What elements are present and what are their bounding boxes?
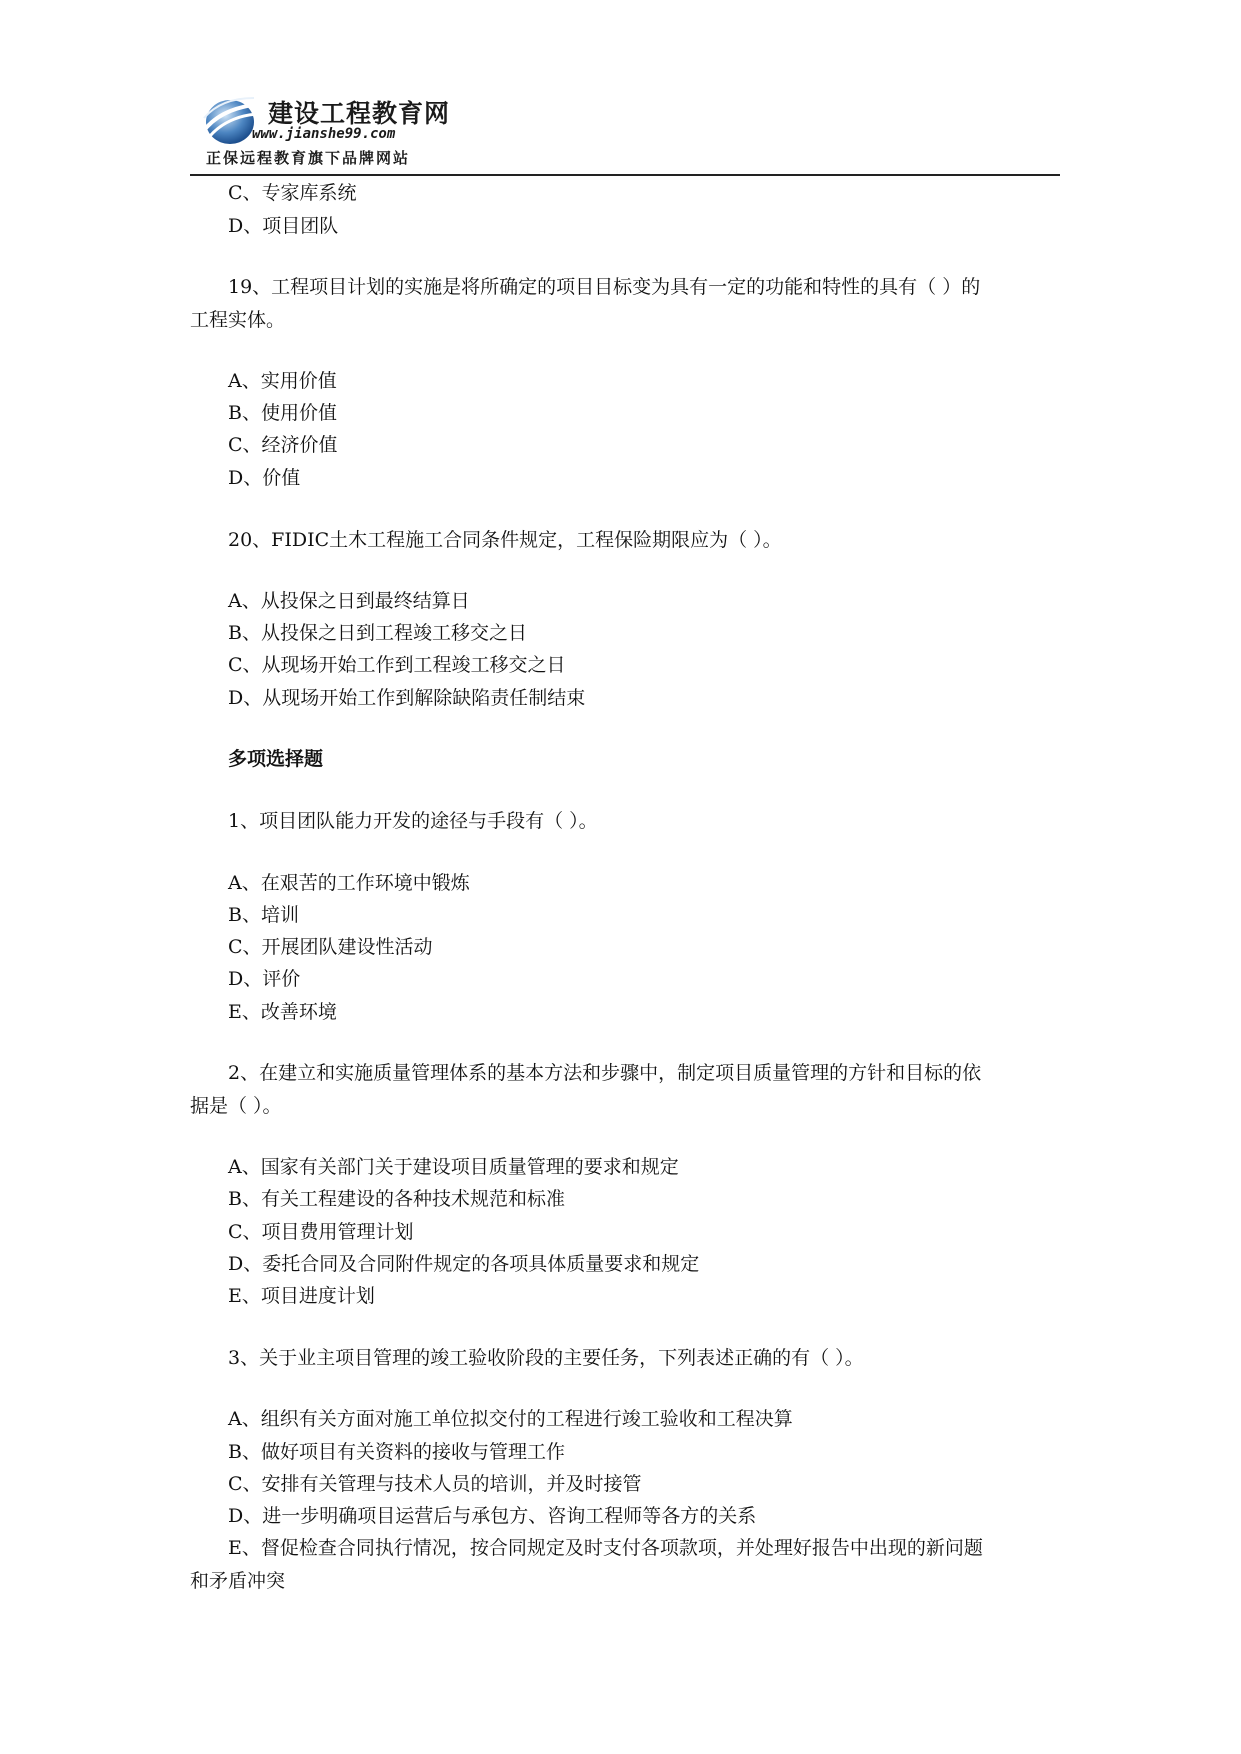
option-e-m1: E、改善环境 bbox=[228, 1001, 337, 1023]
option-d-q19: D、价值 bbox=[228, 467, 301, 489]
option-b-m2: B、有关工程建设的各种技术规范和标准 bbox=[228, 1188, 565, 1210]
logo-url: www.jianshe99.com bbox=[252, 126, 396, 142]
option-c-q20: C、从现场开始工作到工程竣工移交之日 bbox=[228, 654, 566, 676]
site-logo bbox=[202, 88, 642, 176]
option-c-m1: C、开展团队建设性活动 bbox=[228, 936, 433, 958]
option-c-q19: C、经济价值 bbox=[228, 434, 338, 456]
option-b-m3: B、做好项目有关资料的接收与管理工作 bbox=[228, 1441, 565, 1463]
option-a-q20: A、从投保之日到最终结算日 bbox=[228, 590, 470, 612]
option-e-m3: E、督促检查合同执行情况，按合同规定及时支付各项款项，并处理好报告中出现的新问题 bbox=[228, 1537, 983, 1559]
option-e-m3-cont: 和矛盾冲突 bbox=[190, 1570, 286, 1592]
option-d-q20: D、从现场开始工作到解除缺陷责任制结束 bbox=[228, 687, 586, 709]
option-c-q18: C、专家库系统 bbox=[228, 182, 357, 204]
option-d-m3: D、进一步明确项目运营后与承包方、咨询工程师等各方的关系 bbox=[228, 1505, 757, 1527]
option-b-q20: B、从投保之日到工程竣工移交之日 bbox=[228, 622, 527, 644]
option-d-m1: D、评价 bbox=[228, 968, 301, 990]
question-m1: 1、项目团队能力开发的途径与手段有（ ）。 bbox=[228, 810, 598, 832]
option-b-m1: B、培训 bbox=[228, 904, 299, 926]
logo-slogan: 正保远程教育旗下品牌网站 bbox=[206, 149, 411, 167]
page-header bbox=[190, 88, 1060, 176]
header-divider bbox=[190, 174, 1060, 176]
option-c-m2: C、项目费用管理计划 bbox=[228, 1221, 414, 1243]
option-a-q19: A、实用价值 bbox=[228, 370, 337, 392]
option-a-m3: A、组织有关方面对施工单位拟交付的工程进行竣工验收和工程决算 bbox=[228, 1408, 793, 1430]
question-19-cont: 工程实体。 bbox=[190, 309, 286, 331]
question-m3: 3、关于业主项目管理的竣工验收阶段的主要任务，下列表述正确的有（ ）。 bbox=[228, 1347, 864, 1369]
question-19: 19、工程项目计划的实施是将所确定的项目目标变为具有一定的功能和特性的具有（ ）的 bbox=[228, 276, 981, 298]
option-d-m2: D、委托合同及合同附件规定的各项具体质量要求和规定 bbox=[228, 1253, 700, 1275]
option-c-m3: C、安排有关管理与技术人员的培训，并及时接管 bbox=[228, 1473, 642, 1495]
section-heading: 多项选择题 bbox=[228, 748, 324, 770]
option-a-m1: A、在艰苦的工作环境中锻炼 bbox=[228, 872, 470, 894]
question-m2: 2、在建立和实施质量管理体系的基本方法和步骤中，制定项目质量管理的方针和目标的依 bbox=[228, 1062, 982, 1084]
option-b-q19: B、使用价值 bbox=[228, 402, 337, 424]
option-e-m2: E、项目进度计划 bbox=[228, 1285, 375, 1307]
option-d-q18: D、项目团队 bbox=[228, 215, 339, 237]
logo-title: 建设工程教育网 bbox=[268, 99, 451, 128]
question-m2-cont: 据是（ ）。 bbox=[190, 1095, 282, 1117]
option-a-m2: A、国家有关部门关于建设项目质量管理的要求和规定 bbox=[228, 1156, 679, 1178]
question-20: 20、FIDIC土木工程施工合同条件规定，工程保险期限应为（ ）。 bbox=[228, 529, 782, 551]
